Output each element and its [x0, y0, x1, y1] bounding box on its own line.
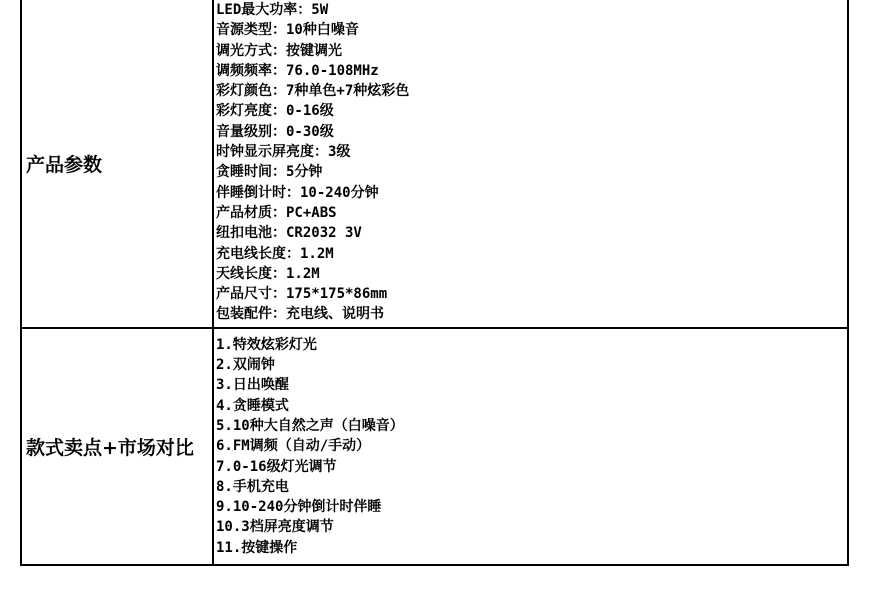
feature-line: 4.贪睡模式 [216, 397, 289, 414]
feature-line: 1.特效炫彩灯光 [216, 336, 317, 353]
spec-line: 纽扣电池：CR2032 3V [216, 225, 362, 242]
spec-line: 调光方式：按键调光 [216, 42, 342, 59]
row-values [213, 0, 848, 328]
feature-line: 9.10-240分钟倒计时伴睡 [216, 499, 382, 516]
feature-line: 11.按键操作 [216, 539, 298, 556]
row-label: 产品参数 [21, 0, 213, 328]
feature-line: 7.0-16级灯光调节 [216, 458, 337, 475]
spec-line: 彩灯颜色：7种单色+7种炫彩色 [216, 83, 410, 100]
spec-line: 伴睡倒计时：10-240分钟 [216, 184, 379, 201]
feature-line: 2.双闹钟 [216, 357, 275, 374]
spec-line: 时钟显示屏亮度：3级 [216, 144, 351, 161]
spec-line: 调频频率：76.0-108MHz [216, 62, 379, 79]
table-row-product-params [21, 0, 848, 328]
spec-line: 天线长度：1.2M [216, 265, 320, 282]
spec-line: 彩灯亮度：0-16级 [216, 103, 334, 120]
feature-line: 6.FM调频（自动/手动） [216, 438, 371, 455]
feature-line: 5.10种大自然之声（白噪音） [216, 417, 404, 434]
row-label: 款式卖点+市场对比 [21, 328, 213, 565]
spec-line: 贪睡时间：5分钟 [216, 164, 323, 181]
feature-line: 8.手机充电 [216, 478, 289, 495]
spec-line: LED最大功率：5W [216, 2, 329, 18]
spec-line: 充电线长度：1.2M [216, 245, 334, 262]
spec-line: 产品尺寸：175*175*86mm [216, 286, 388, 303]
spec-line: 音量级别：0-30级 [216, 123, 334, 140]
feature-line: 3.日出唤醒 [216, 377, 289, 394]
feature-line: 10.3档屏亮度调节 [216, 519, 334, 536]
row-values [213, 328, 848, 565]
spec-line: 产品材质：PC+ABS [216, 204, 337, 221]
spec-line: 音源类型：10种白噪音 [216, 22, 359, 39]
table-row-selling-points [21, 328, 848, 565]
spec-table [20, 0, 849, 566]
spec-line: 包装配件：充电线、说明书 [216, 306, 384, 323]
